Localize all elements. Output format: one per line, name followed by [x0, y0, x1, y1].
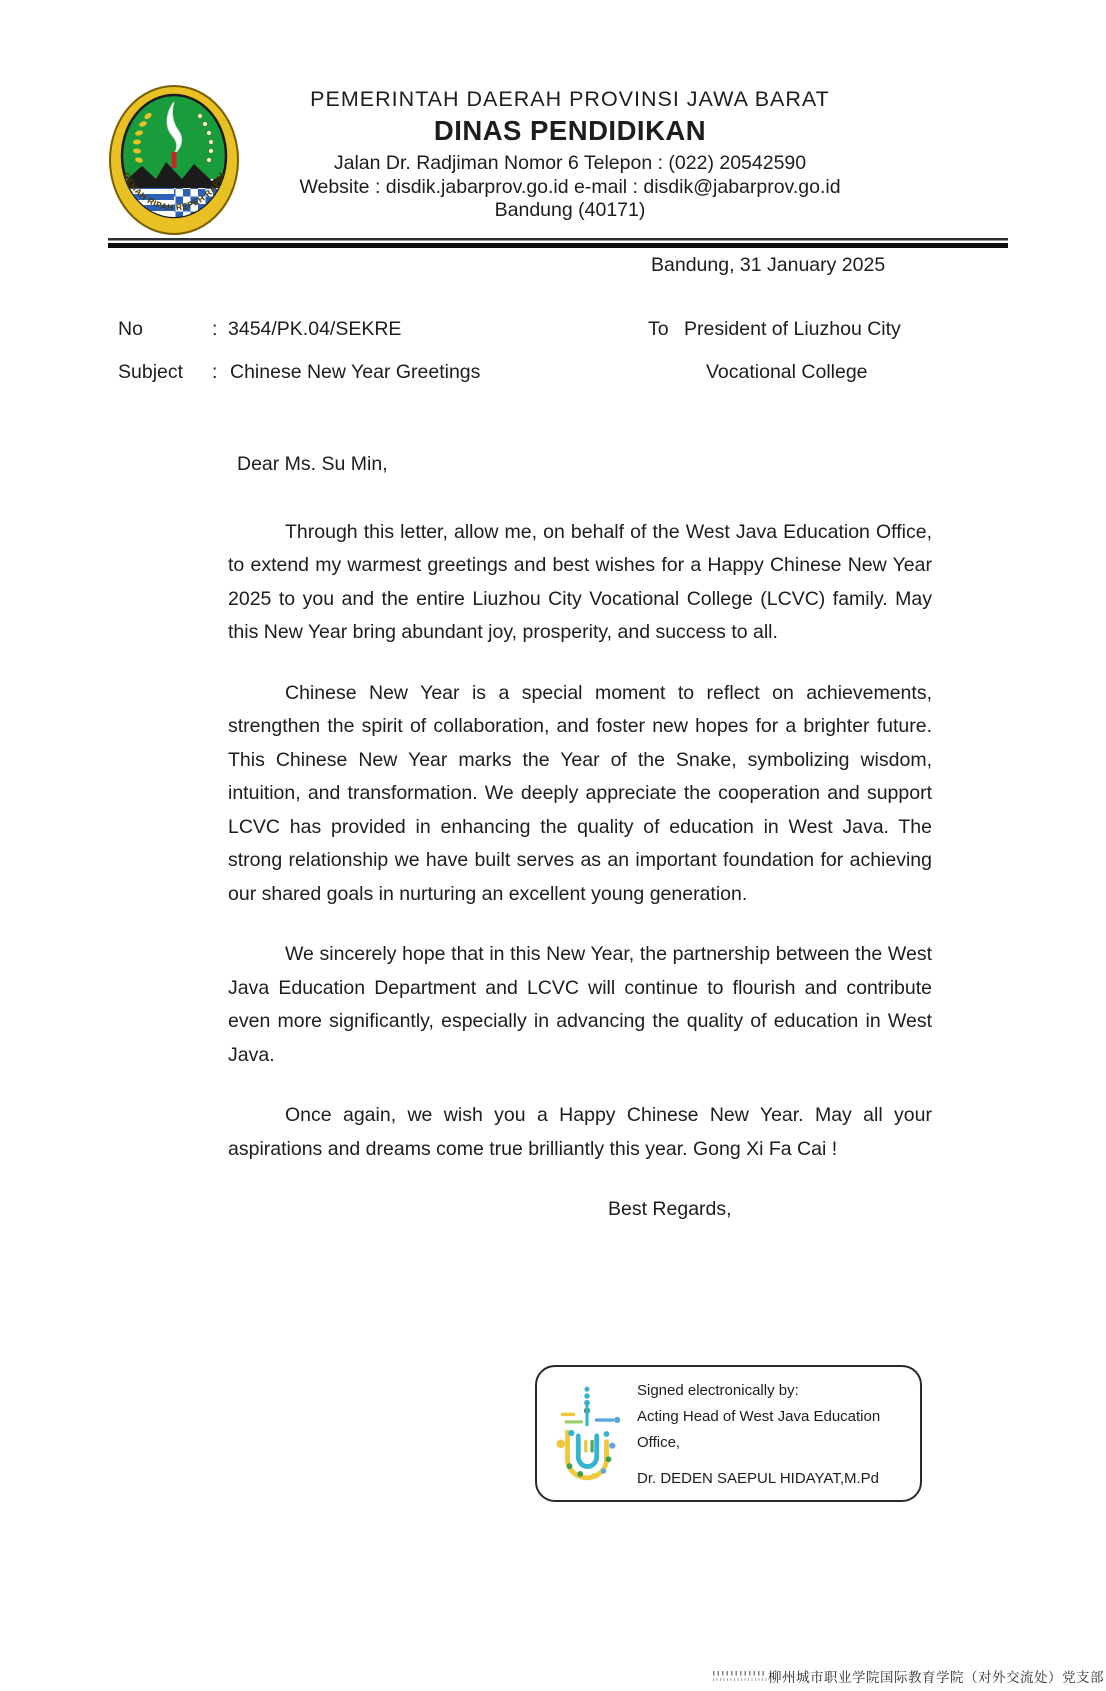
paragraph-4: Once again, we wish you a Happy Chinese New Year. May all your aspirations and dreams come true brilliantly this year. Gong Xi Fa Cai ! [228, 1104, 932, 1160]
date-line: Bandung, 31 January 2025 [651, 254, 886, 276]
signer-name: Dr. DEDEN SAEPUL HIDAYAT,M.Pd [637, 1470, 879, 1487]
signer-title: Acting Head of West Java Education Office, [637, 1408, 881, 1451]
letter-number: 3454/PK.04/SEKRE [228, 318, 402, 340]
footer-stamp [713, 1666, 1104, 1686]
letterhead-website-line: Website : disdik.jabarprov.go.id e-mail : disdik@jabarprov.go.id [299, 175, 841, 198]
to-label: To [648, 318, 669, 340]
subject-value: Chinese New Year Greetings [230, 361, 481, 383]
closing-salutation: Best Regards, [608, 1198, 732, 1220]
paragraph-3: We sincerely hope that in this New Year, the partnership between the West Java Education Department and LCVC will continue to flourish and contribute even more significantly, especially in advancing the quality of education in West Java. [228, 943, 932, 1066]
organization-stamp-text: 柳州城市职业学院国际教育学院（对外交流处）党支部 [768, 1670, 1104, 1685]
electronic-signature-mark-icon [537, 1367, 637, 1500]
subject-label: Subject [118, 361, 184, 383]
no-label: No [118, 318, 143, 340]
subject-separator: : [212, 361, 218, 383]
recipient-line2: Vocational College [706, 361, 868, 383]
letter-body [228, 448, 932, 1227]
signed-electronically-label: Signed electronically by: [637, 1382, 799, 1399]
paragraph-1: Through this letter, allow me, on behalf of the West Java Education Office, to extend my warmest greetings and best wishes for a Happy Chinese New Year 2025 to you and the entire Liuzhou City Vocational College (LCVC) family. May this New Year bring abundant joy, prosperity, and success to all. [228, 520, 932, 643]
letterhead-office-name: DINAS PENDIDIKAN [433, 115, 707, 147]
letterhead-divider [108, 238, 1008, 249]
letterhead-address-line: Jalan Dr. Radjiman Nomor 6 Telepon : (022) 20542590 [333, 151, 807, 174]
salutation: Dear Ms. Su Min, [237, 453, 388, 475]
letterhead-city-line: Bandung (40171) [494, 199, 646, 222]
no-separator: : [212, 318, 218, 340]
paragraph-2: Chinese New Year is a special moment to reflect on achievements, strengthen the spirit of collaboration, and foster new hopes for a brighter future. This Chinese New Year marks the Year of the Snake, symbolizing wisdom, intuition, and transformation. We deeply appreciate the cooperation and support LCVC has provided in enhancing the quality of education in West Java. The strong relationship we have built serves as an important foundation for achieving our shared goals in nurturing an excellent young generation. [228, 681, 932, 905]
letterhead [140, 86, 1000, 223]
signature-text-block [637, 1367, 920, 1500]
recipient-line1: President of Liuzhou City [684, 318, 901, 340]
emblem-motto: GEMAH RIPAH REPEH RAPIH [121, 170, 227, 213]
electronic-signature-box [535, 1365, 922, 1502]
tiny-seal-mark-icon [713, 1670, 767, 1683]
letterhead-government-line: PEMERINTAH DAERAH PROVINSI JAWA BARAT [310, 87, 830, 111]
